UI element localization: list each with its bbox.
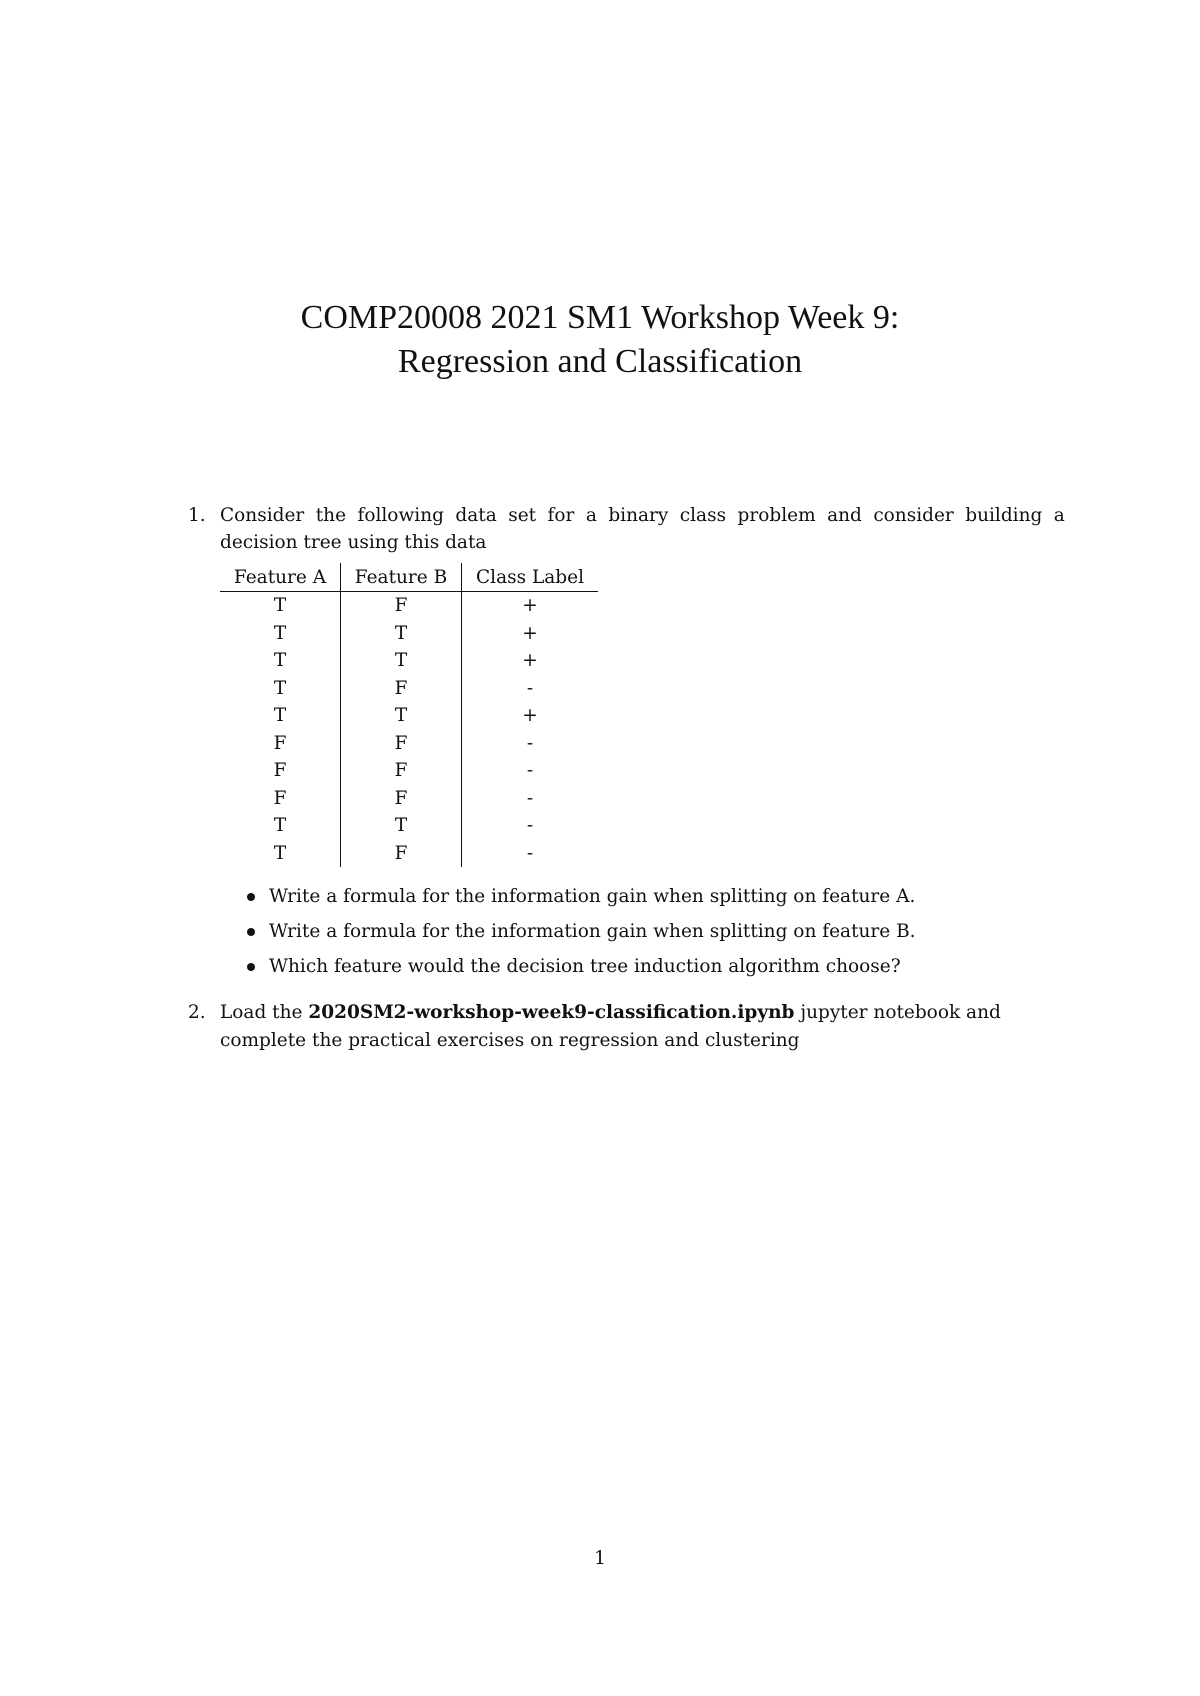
cell-feature-a: F (273, 760, 287, 782)
question-1-intro-line-2: decision tree using this data (220, 532, 487, 553)
bullet-dot-icon (247, 928, 255, 936)
cell-feature-a: T (273, 595, 287, 617)
cell-class-label: - (462, 675, 599, 703)
intro-word: consider (873, 505, 954, 526)
intro-word: a (1053, 505, 1065, 526)
cell-feature-a: T (273, 842, 287, 864)
table-row (220, 840, 598, 868)
intro-word: data (455, 505, 497, 526)
cell-feature-a: T (273, 677, 287, 699)
cell-class-label: - (462, 840, 599, 868)
question-2-text-after: jupyter notebook and (794, 1002, 1001, 1023)
table-row (220, 647, 598, 675)
title-line-1: COMP20008 2021 SM1 Workshop Week 9: (300, 299, 900, 336)
bullet-dot-icon (247, 963, 255, 971)
question-2-number: 2. (188, 1002, 206, 1023)
notebook-filename: 2020SM2-workshop-week9-classification.ipynb (308, 1002, 795, 1023)
question-1-intro (220, 502, 1065, 556)
bullet-item (247, 883, 916, 918)
table-row (220, 592, 598, 620)
cell-feature-b: T (341, 812, 462, 840)
question-1-intro-line-1 (220, 502, 1065, 529)
question-1-number: 1. (188, 505, 206, 526)
title-line-2: Regression and Classification (397, 343, 803, 380)
cell-feature-b: F (341, 757, 462, 785)
question-2-line-2: complete the practical exercises on regression and clustering (220, 1030, 800, 1051)
cell-class-label: + (462, 647, 599, 675)
page-number: 1 (594, 1548, 606, 1569)
cell-feature-b: T (341, 620, 462, 648)
intro-word: building (965, 505, 1043, 526)
table-row (220, 812, 598, 840)
cell-class-label: - (462, 785, 599, 813)
table-body (220, 592, 598, 868)
table-row (220, 730, 598, 758)
table-row (220, 620, 598, 648)
intro-word: binary (608, 505, 669, 526)
table-header-row (220, 563, 598, 592)
cell-class-label: - (462, 730, 599, 758)
cell-feature-b: T (341, 647, 462, 675)
cell-feature-b: F (341, 785, 462, 813)
table-row (220, 785, 598, 813)
bullet-text: Which feature would the decision tree induction algorithm choose? (269, 956, 901, 977)
cell-feature-b: F (341, 592, 462, 620)
bullet-dot-icon (247, 893, 255, 901)
intro-word: set (508, 505, 537, 526)
cell-feature-a: T (273, 705, 287, 727)
header-class-label: Class Label (462, 563, 599, 592)
intro-word: Consider (220, 505, 305, 526)
cell-feature-a: T (273, 622, 287, 644)
question-2-line-1 (220, 999, 1065, 1027)
bullet-text: Write a formula for the information gain when splitting on feature A. (269, 886, 916, 907)
cell-class-label: - (462, 812, 599, 840)
intro-word: problem (737, 505, 816, 526)
intro-word: following (357, 505, 444, 526)
cell-feature-a: T (273, 815, 287, 837)
dataset-table (220, 563, 598, 867)
question-2-text (220, 999, 1065, 1055)
bullet-item (247, 918, 916, 953)
cell-class-label: + (462, 620, 599, 648)
cell-class-label: - (462, 757, 599, 785)
cell-class-label: + (462, 592, 599, 620)
intro-word: the (315, 505, 347, 526)
cell-feature-b: F (341, 730, 462, 758)
cell-feature-b: F (341, 840, 462, 868)
question-2-text-before: Load the (220, 1002, 309, 1023)
question-1-bullets (247, 883, 916, 988)
document-title (0, 296, 1200, 384)
bullet-item (247, 953, 916, 988)
table-row (220, 702, 598, 730)
intro-word: class (679, 505, 727, 526)
cell-feature-b: T (341, 702, 462, 730)
bullet-text: Write a formula for the information gain when splitting on feature B. (269, 921, 916, 942)
intro-word: for (547, 505, 575, 526)
cell-feature-a: T (273, 650, 287, 672)
intro-word: and (827, 505, 862, 526)
cell-feature-b: F (341, 675, 462, 703)
table-row (220, 757, 598, 785)
table-row (220, 675, 598, 703)
cell-feature-a: F (273, 732, 287, 754)
header-feature-b: Feature B (341, 563, 462, 592)
intro-word: a (585, 505, 597, 526)
cell-feature-a: F (273, 787, 287, 809)
header-feature-a: Feature A (220, 563, 341, 592)
cell-class-label: + (462, 702, 599, 730)
